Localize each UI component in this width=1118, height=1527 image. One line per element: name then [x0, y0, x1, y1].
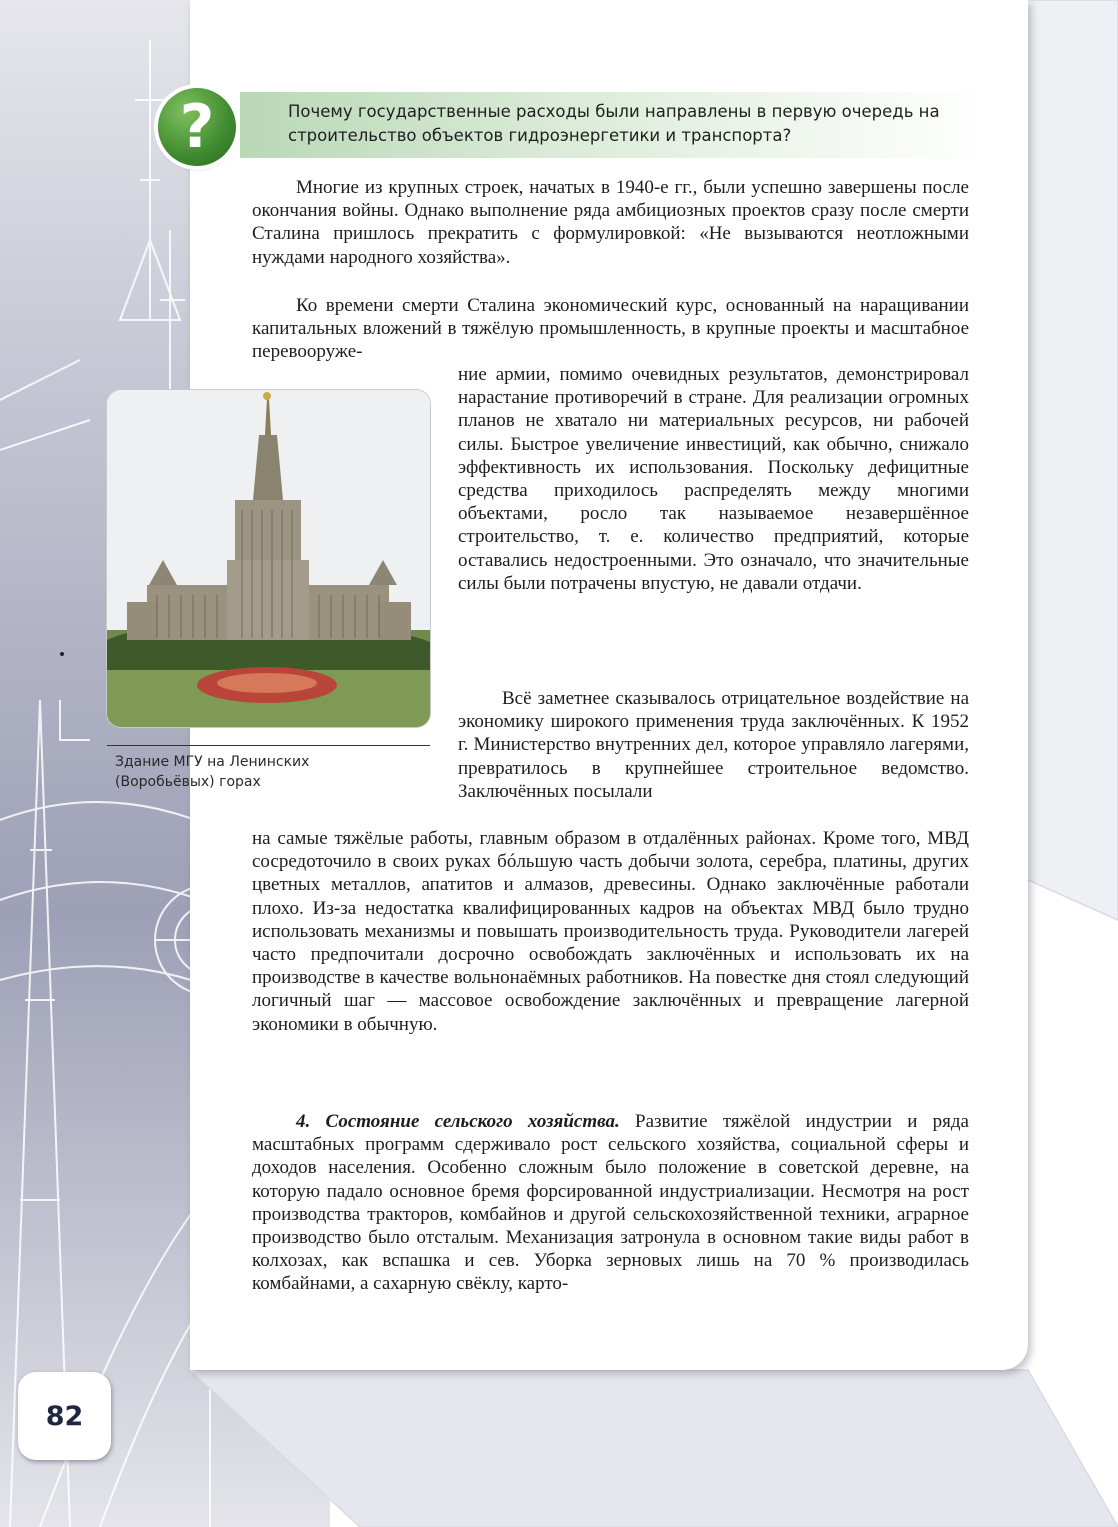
review-question: Почему государственные расходы были направлены в первую очередь на строительство объектов гидроэнергетики и транспорта?	[288, 102, 940, 145]
paragraph-4	[252, 1110, 969, 1296]
paragraph-4-text: Развитие тяжёлой индустрии и ряда масштабных программ сдерживало рост сельского хозяйства, социальной сферы и доходов населения. Особенно сложным было положение в советской деревне, на которую падало основное бремя форсированной индустриализации. Несмотря на рост производства тракторов, комбайнов и другой сельскохозяйственной техники, аграрное производство было отсталым. Механизация затронула в основном такие виды работ в колхозах, как вспашка и сев. Уборка зерновых лишь на 70 % производилась комбайнами, а сахарную свёклу, карто-	[252, 1111, 969, 1295]
question-mark-icon: ?	[158, 88, 236, 166]
section-heading-agriculture: 4. Состояние сельского хозяйства.	[296, 1111, 620, 1132]
photo-caption: Здание МГУ на Ленинских (Воробьёвых) горах	[115, 754, 310, 790]
paragraph-2-full-width: Ко времени смерти Сталина экономический курс, основанный на наращивании капитальных вложений в тяжёлую промышленность, в крупные проекты и масштабное перевооруже-	[252, 295, 969, 363]
margin-dot	[60, 652, 64, 656]
page-number: 82	[45, 1400, 84, 1432]
msu-building-photo	[107, 390, 430, 727]
caption-divider	[107, 745, 430, 746]
paragraph-2-wrapped: ние армии, помимо очевидных результатов, демонстрировал нарастание противоречий в стране. Для реализации огромных планов не хватало ни материальных ресурсов, ни рабочей силы. Быстрое увеличение инвестиций, как обычно, снижало эффективность их использования. Поскольку дефицитные средства приходилось распределять между многими объектами, росло так называемое незавершённое строительство, т. е. количество предприятий, которые оставались недостроенными. Это означало, что значительные силы были потрачены впустую, не давали отдачи.	[458, 364, 969, 594]
paragraph-3-full-width: на самые тяжёлые работы, главным образом в отдалённых районах. Кроме того, МВД сосредоточило в своих руках бóльшую часть добычи золота, серебра, платины, других цветных металлов, апатитов и алмазов, древесины. Однако заключённые работали плохо. Из-за недостатка квалифицированных кадров на объектах МВД было трудно использовать механизмы и повышать производительность труда. Руководители лагерей часто предпочитали досрочно освобождать заключённых и использовать их на производстве в качестве вольнонаёмных работников. На повестке дня стоял следующий логичный шаг — массовое освобождение заключённых и превращение лагерной экономики в обычную.	[252, 828, 969, 1035]
paragraph-3-wrapped: Всё заметнее сказывалось отрицательное воздействие на экономику широкого применения труда заключённых. К 1952 г. Министерство внутренних дел, которое управляло лагерями, превратилось в крупнейшее строительное ведомство. Заключённых посылали	[458, 688, 969, 802]
page-number-badge	[18, 1372, 111, 1460]
msu-building-illustration	[107, 390, 430, 727]
paragraph-1: Многие из крупных строек, начатых в 1940-е гг., были успешно завершены после окончания войны. Однако выполнение ряда амбициозных проектов сразу после смерти Сталина пришлось прекратить с формулировкой: «Не вызываются неотложными нуждами народного хозяйства».	[252, 177, 969, 268]
